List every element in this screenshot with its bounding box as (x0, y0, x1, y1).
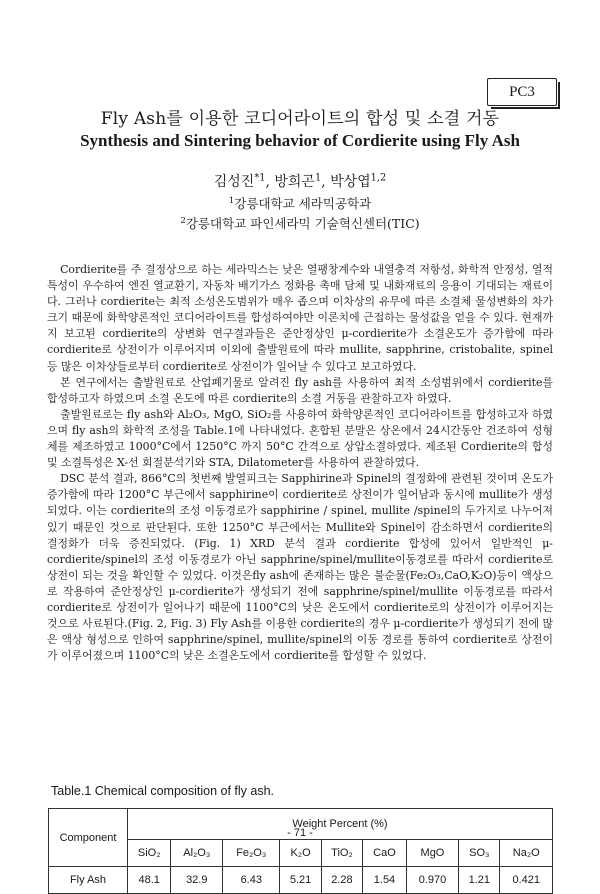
table-header-component: Component (49, 809, 128, 867)
body-paragraph: 본 연구에서는 출발원료로 산업폐기물로 알려진 fly ash를 사용하여 최적 소성범위에서 cordierite를 합성하고자 하였으며 소결 온도에 따른 cordierite의 소결 거동을 관찰하고자 하였다. (47, 375, 553, 405)
affiliation-mark: 2 (180, 215, 186, 226)
table-column-header: Al₂O₃ (171, 840, 223, 867)
session-code: PC3 (509, 83, 535, 100)
table-column-header: Fe₂O₃ (223, 840, 280, 867)
author-affiliation-mark: *1 (254, 172, 266, 184)
author-name: 김성진 (213, 174, 255, 190)
affiliation-text: 강릉대학교 파인세라믹 기술혁신센터(TIC) (185, 216, 420, 231)
body-paragraph: 출발원료로는 fly ash와 Al₂O₃, MgO, SiO₂를 사용하여 화학양론적인 코디어라이트를 합성하고자 하였으며 fly ash의 화학적 조성을 Table.1에 나타내었다. 혼합된 분말은 상온에서 24시간동안 건조하여 성형체를 제조하였고 1000°C에서 1250°C 까지 50°C 간격으로 상압소결하였다. 제조된 Cordierite의 합성 및 소결특성은 X-선 회절분석기와 STA, Dilatometer를 사용하여 관찰하였다. (47, 407, 553, 470)
author-name: 박상엽 (330, 174, 371, 190)
table-cell: 48.1 (128, 867, 171, 894)
table-row-label: Fly Ash (49, 867, 128, 894)
table-cell: 32.9 (171, 867, 223, 894)
author-name: 방희곤 (274, 174, 315, 190)
table-cell: 1.21 (459, 867, 500, 894)
table-cell: 0.421 (500, 867, 553, 894)
session-code-box (487, 78, 557, 106)
abstract-body (47, 262, 553, 664)
table-column-header: MgO (406, 840, 458, 867)
page-number: - 71 - (287, 827, 313, 839)
composition-table (48, 808, 553, 894)
table-cell: 0.970 (406, 867, 458, 894)
affiliation-text: 강릉대학교 세라믹공학과 (234, 196, 372, 211)
author-affiliation-mark: 1,2 (370, 172, 387, 184)
author-affiliation-mark: 1 (314, 172, 322, 184)
table-column-header: SO₃ (459, 840, 500, 867)
table-column-header: TiO₂ (321, 840, 363, 867)
table-header-weight-percent: Weight Percent (%) (128, 809, 553, 840)
table-cell: 1.54 (363, 867, 406, 894)
title-english: Synthesis and Sintering behavior of Cordierite using Fly Ash (80, 131, 520, 150)
table-column-header: Na₂O (500, 840, 553, 867)
table-cell: 5.21 (280, 867, 321, 894)
author-list: 김성진$^{*1}$, 방희곤$^1$, 박상엽$^{1,2}$ (213, 172, 387, 190)
table-cell: 2.28 (321, 867, 363, 894)
table-column-header: CaO (363, 840, 406, 867)
table-column-header: K₂O (280, 840, 321, 867)
body-paragraph: DSC 분석 결과, 866°C의 첫번째 발열피크는 Sapphirine과 Spinel의 결정화에 관련된 것이며 온도가 증가함에 따라 1200°C 부근에서 sapphirine이 cordierite로 상전이가 일어남과 동시에 mullite가 생성되었다. 이는 cordierite의 조성 이동경로가 sapphirine / spinel, mullite /spinel의 두가지로 나누어져 있기 때문인 것으로 판단된다. 또한 1250°C 부근에서는 Mullite와 Spinel이 감소하면서 cordierite의 결정화가 더욱 증진되었다. (Fig. 1) XRD 분석 결과 cordierite 합성에 있어서 일반적인 μ-cordierite/spinel의 조성 이동경로가 아닌 sapphrine/spinel/mullite이동경로를 따라서 cordierite로 상전이 되는 것을 확인할 수 있었다. 이것은fly ash에 존재하는 많은 불순물(Fe₂O₃,CaO,K₂O)등이 액상으로 작용하여 준안정상인 μ-cordierite가 생성되기 전에 sapphrine/spinel/mullite 이동경로를 따라서 cordierite로 상전이가 일어나기 때문에 1100°C의 낮은 온도에서 cordierite로의 상전이가 이루어지는 것으로 사료된다.(Fig. 2, Fig. 3) Fly Ash를 이용한 cordierite의 경우 μ-cordierite가 생성되기 전에 많은 액상 형성으로 인하여 sapphrine/spinel, mullite/spinel의 이동 경로를 통하여 cordierite로 상전이가 이루어졌으며 1100°C의 낮은 소결온도에서 cordierite를 합성할 수 있었다. (47, 472, 553, 663)
table-caption: Table.1 Chemical composition of fly ash. (51, 784, 275, 798)
affiliation (0, 214, 600, 232)
title-korean: Fly Ash를 이용한 코디어라이트의 합성 및 소결 거동 (100, 109, 500, 129)
table-row (49, 867, 553, 894)
table-cell: 6.43 (223, 867, 280, 894)
affiliation (0, 194, 600, 212)
affiliation-mark: 1 (228, 195, 235, 206)
table-column-header: SiO₂ (128, 840, 171, 867)
body-paragraph: Cordierite를 주 결정상으로 하는 세라믹스는 낮은 열팽창계수와 내열충격 저항성, 화학적 안정성, 열적 특성이 우수하여 엔진 열교환기, 자동차 배기가스 정화용 촉매 담체 및 내화재료의 응용이 기대되는 재료이다. 그러나 cordierite는 최적 소성온도범위가 매우 좁으며 이차상의 유무에 따른 소결체 물성변화의 차가 크기 때문에 화학양론적인 코디어라이트를 합성하여야만 이론치에 근접하는 물성값을 얻을 수 있다. 현재까지 보고된 cordierite의 상변화 연구결과들은 준안정상인 μ-cordierite가 소결온도가 증가함에 따라 cordierite로 상전이가 이루어지며 이외에 출발원료에 따라 mullite, sapphrine, cristobalite, spinel등 많은 이차상들로부터 cordierite로 상전이가 일어날 수 있다고 보고하였다. (47, 263, 553, 373)
